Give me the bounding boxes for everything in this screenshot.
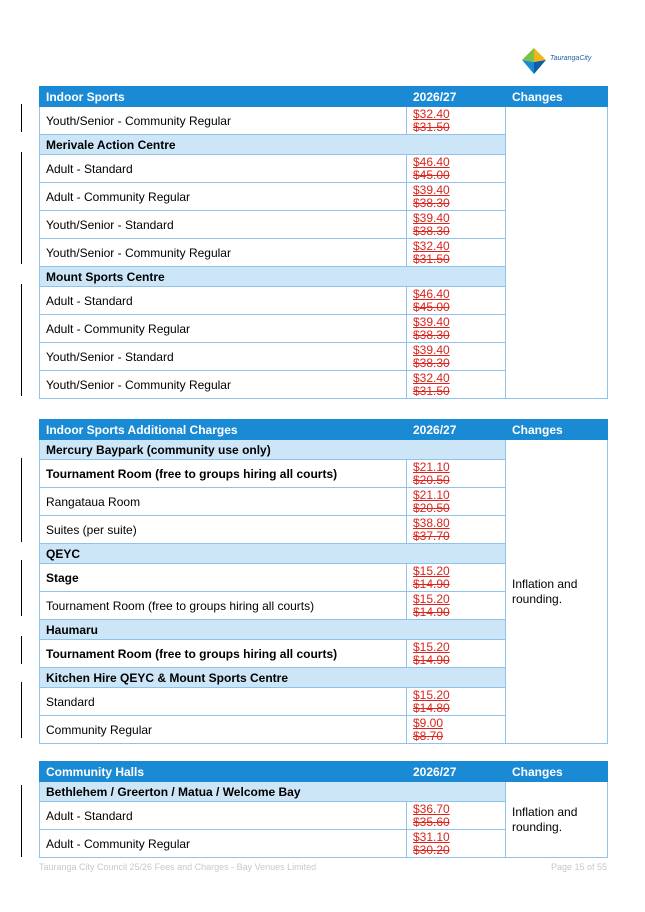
fee-item-label: Tournament Room (free to groups hiring all courts) [40, 460, 407, 488]
fee-item-label: Suites (per suite) [40, 516, 407, 544]
column-header: 2026/27 [407, 762, 506, 782]
column-header: Community Halls [40, 762, 407, 782]
fee-item-label: Tournament Room (free to groups hiring all courts) [40, 592, 407, 620]
change-bar [21, 560, 22, 616]
new-price: $15.20 [413, 687, 450, 702]
old-price: $14.90 [413, 604, 450, 619]
footer-document-title: Tauranga City Council 25/26 Fees and Charges - Bay Venues Limited [39, 862, 317, 872]
fee-item-label: Standard [40, 688, 407, 716]
page-footer [39, 862, 607, 876]
fee-item-label: Tournament Room (free to groups hiring all courts) [40, 640, 407, 668]
tauranga-city-logo [520, 46, 610, 76]
fee-item-label: Youth/Senior - Community Regular [40, 239, 407, 267]
new-price: $21.10 [413, 487, 450, 502]
new-price: $32.40 [413, 238, 450, 253]
old-price: $45.00 [413, 299, 450, 314]
footer-page-number: Page 15 of 55 [550, 862, 607, 872]
changes-cell: Inflation and rounding. [506, 782, 608, 858]
old-price: $38.30 [413, 355, 450, 370]
fee-price [407, 516, 506, 544]
table-header-row [40, 87, 608, 107]
new-price: $32.40 [413, 106, 450, 121]
old-price: $38.30 [413, 327, 450, 342]
column-header: 2026/27 [407, 87, 506, 107]
old-price: $45.00 [413, 167, 450, 182]
section-heading: Haumaru [40, 620, 506, 640]
new-price: $9.00 [413, 715, 444, 730]
column-header: 2026/27 [407, 420, 506, 440]
new-price: $39.40 [413, 342, 450, 357]
section-heading: QEYC [40, 544, 506, 564]
fee-item-label: Youth/Senior - Community Regular [40, 371, 407, 399]
column-header: Changes [506, 762, 608, 782]
change-bar [21, 785, 22, 857]
old-price: $35.60 [413, 814, 450, 829]
fee-item-label: Stage [40, 564, 407, 592]
section-row [40, 782, 608, 802]
fee-price [407, 107, 506, 135]
community-halls-table [39, 761, 608, 858]
fee-item-label: Youth/Senior - Standard [40, 343, 407, 371]
fee-price [407, 640, 506, 668]
section-heading: Bethlehem / Greerton / Matua / Welcome Bay [40, 782, 506, 802]
new-price: $15.20 [413, 563, 450, 578]
new-price: $21.10 [413, 459, 450, 474]
old-price: $31.50 [413, 383, 450, 398]
column-header: Changes [506, 87, 608, 107]
new-price: $32.40 [413, 370, 450, 385]
fee-price [407, 287, 506, 315]
new-price: $15.20 [413, 591, 450, 606]
section-heading: Merivale Action Centre [40, 135, 506, 155]
column-header: Changes [506, 420, 608, 440]
new-price: $36.70 [413, 801, 450, 816]
fee-price [407, 592, 506, 620]
indoor-sports-additional-charges-table [39, 419, 608, 744]
fee-item-label: Adult - Standard [40, 287, 407, 315]
new-price: $39.40 [413, 210, 450, 225]
old-price: $31.50 [413, 119, 450, 134]
changes-cell [506, 107, 608, 399]
fee-price [407, 183, 506, 211]
section-heading: Kitchen Hire QEYC & Mount Sports Centre [40, 668, 506, 688]
new-price: $15.20 [413, 639, 450, 654]
indoor-sports-table [39, 86, 608, 399]
new-price: $39.40 [413, 182, 450, 197]
change-bar [21, 458, 22, 542]
old-price: $14.80 [413, 700, 450, 715]
change-bar [21, 284, 22, 396]
change-bar [21, 636, 22, 664]
fee-price [407, 688, 506, 716]
fee-price [407, 802, 506, 830]
change-bar [21, 682, 22, 738]
old-price: $8.70 [413, 728, 444, 743]
new-price: $39.40 [413, 314, 450, 329]
fee-price [407, 830, 506, 858]
fee-price [407, 155, 506, 183]
column-header: Indoor Sports Additional Charges [40, 420, 407, 440]
fee-item-label: Community Regular [40, 716, 407, 744]
column-header: Indoor Sports [40, 87, 407, 107]
old-price: $20.50 [413, 472, 450, 487]
table-header-row [40, 420, 608, 440]
logo-mark-icon [520, 46, 548, 76]
fee-item-label: Youth/Senior - Community Regular [40, 107, 407, 135]
new-price: $46.40 [413, 154, 450, 169]
old-price: $38.30 [413, 195, 450, 210]
fee-item-label: Adult - Standard [40, 802, 407, 830]
fee-price [407, 211, 506, 239]
change-bar [21, 152, 22, 264]
fee-price [407, 488, 506, 516]
old-price: $38.30 [413, 223, 450, 238]
table-row [40, 107, 608, 135]
change-bar [21, 104, 22, 132]
fee-price [407, 343, 506, 371]
fee-price [407, 460, 506, 488]
old-price: $31.50 [413, 251, 450, 266]
fee-price [407, 564, 506, 592]
fee-item-label: Youth/Senior - Standard [40, 211, 407, 239]
fee-price [407, 371, 506, 399]
fee-item-label: Adult - Community Regular [40, 830, 407, 858]
new-price: $31.10 [413, 829, 450, 844]
old-price: $20.50 [413, 500, 450, 515]
fee-item-label: Rangataua Room [40, 488, 407, 516]
new-price: $46.40 [413, 286, 450, 301]
section-heading: Mount Sports Centre [40, 267, 506, 287]
table-header-row [40, 762, 608, 782]
changes-cell: Inflation and rounding. [506, 440, 608, 744]
old-price: $30.20 [413, 842, 450, 857]
section-heading: Mercury Baypark (community use only) [40, 440, 506, 460]
fee-item-label: Adult - Standard [40, 155, 407, 183]
fee-price [407, 239, 506, 267]
old-price: $14.90 [413, 576, 450, 591]
fee-price [407, 315, 506, 343]
fee-item-label: Adult - Community Regular [40, 315, 407, 343]
fee-item-label: Adult - Community Regular [40, 183, 407, 211]
new-price: $38.80 [413, 515, 450, 530]
fee-price [407, 716, 506, 744]
old-price: $37.70 [413, 528, 450, 543]
old-price: $14.90 [413, 652, 450, 667]
section-row [40, 440, 608, 460]
logo-text: TaurangaCity [550, 55, 592, 62]
